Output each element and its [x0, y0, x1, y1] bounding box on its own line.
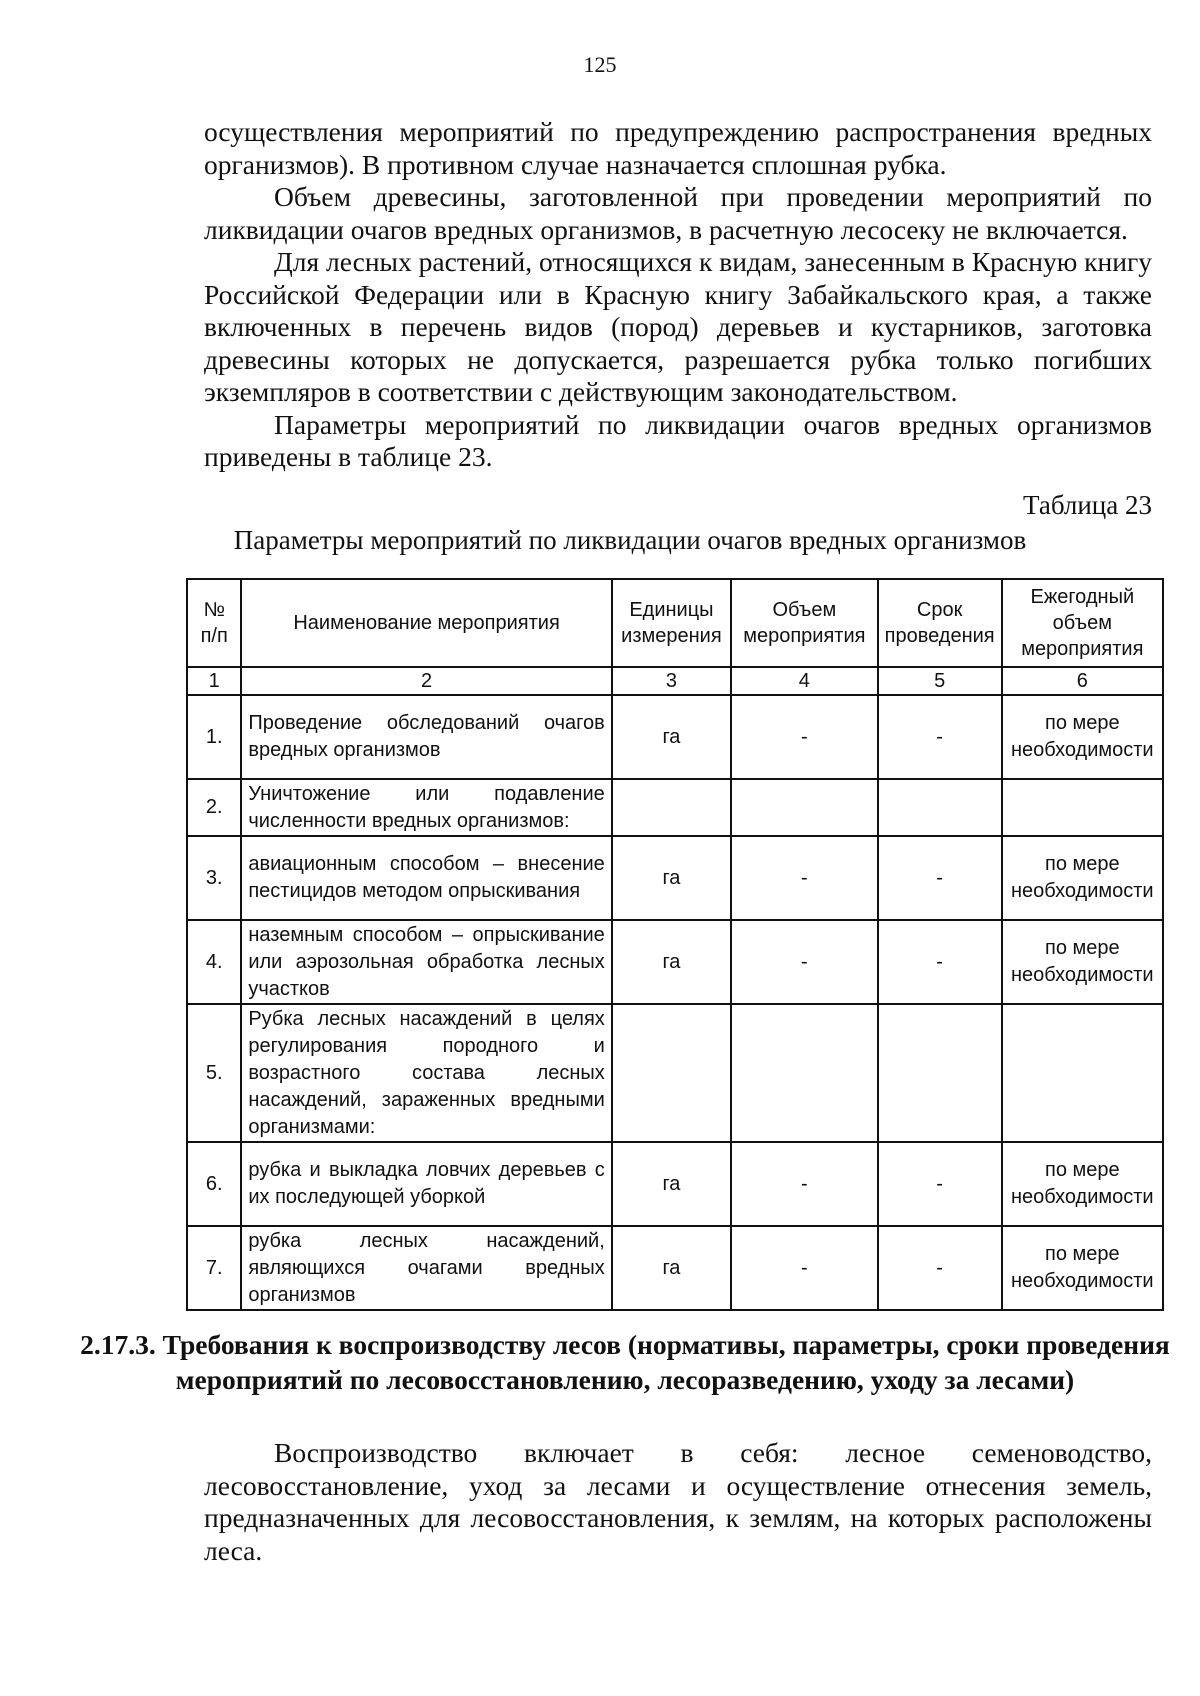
- row-name: рубка лесных насаждений, являющихся очагами вредных организмов: [241, 1226, 611, 1310]
- closing-paragraph: Воспроизводство включает в себя: лесное семеноводство, лесовосстановление, уход за лесами и осуществление отнесения земель, предназначенных для лесовосстановления, к землям, на которых расположены леса.: [204, 1437, 1152, 1566]
- row-volume: -: [731, 920, 878, 1004]
- row-unit: га: [612, 836, 731, 920]
- header-term: Срок проведения: [878, 579, 1002, 667]
- row-number: 5.: [187, 1004, 241, 1142]
- header-unit: Единицы измерения: [612, 579, 731, 667]
- table-caption-title: Параметры мероприятий по ликвидации очагов вредных организмов: [233, 525, 1027, 555]
- header-name: Наименование мероприятия: [241, 579, 611, 667]
- parameters-table: [186, 578, 1164, 1311]
- paragraph-1: осуществления мероприятий по предупреждению распространения вредных организмов). В противном случае назначается сплошная рубка.: [204, 116, 1152, 180]
- row-volume: [731, 1004, 878, 1142]
- row-annual: по мере необходимости: [1002, 695, 1163, 779]
- row-annual: по мере необходимости: [1002, 920, 1163, 1004]
- column-number: 5: [878, 667, 1002, 695]
- table-row: [187, 836, 1163, 920]
- column-number: 4: [731, 667, 878, 695]
- row-number: 1.: [187, 695, 241, 779]
- row-unit: га: [612, 920, 731, 1004]
- row-term: -: [878, 920, 1002, 1004]
- row-name: авиационным способом – внесение пестицидов методом опрыскивания: [241, 836, 611, 920]
- column-number: 1: [187, 667, 241, 695]
- intro-text: [204, 116, 1152, 474]
- table-caption-number: Таблица 23: [1023, 490, 1152, 520]
- row-name: Проведение обследований очагов вредных организмов: [241, 695, 611, 779]
- column-number: 6: [1002, 667, 1163, 695]
- row-term: -: [878, 836, 1002, 920]
- row-unit: га: [612, 1226, 731, 1310]
- row-number: 6.: [187, 1142, 241, 1226]
- paragraph-4: Параметры мероприятий по ликвидации очагов вредных организмов приведены в таблице 23.: [204, 408, 1152, 472]
- closing-text: [204, 1437, 1152, 1567]
- section-heading: 2.17.3. Требования к воспроизводству лесов (нормативы, параметры, сроки проведения мероприятий по лесовосстановлению, лесоразведению, уходу за лесами): [80, 1329, 1170, 1395]
- row-name: рубка и выкладка ловчих деревьев с их последующей уборкой: [241, 1142, 611, 1226]
- paragraph-2: Объем древесины, заготовленной при проведении мероприятий по ликвидации очагов вредных организмов, в расчетную лесосеку не включается.: [204, 181, 1152, 245]
- row-annual: [1002, 779, 1163, 836]
- header-volume: Объем мероприятия: [731, 579, 878, 667]
- row-term: [878, 1004, 1002, 1142]
- row-unit: га: [612, 695, 731, 779]
- row-annual: по мере необходимости: [1002, 1142, 1163, 1226]
- row-annual: [1002, 1004, 1163, 1142]
- row-term: -: [878, 695, 1002, 779]
- column-number: 2: [241, 667, 611, 695]
- row-name: Рубка лесных насаждений в целях регулирования породного и возрастного состава лесных насаждений, зараженных вредными организмами:: [241, 1004, 611, 1142]
- row-term: [878, 779, 1002, 836]
- row-number: 2.: [187, 779, 241, 836]
- row-unit: [612, 1004, 731, 1142]
- table-row: [187, 1004, 1163, 1142]
- row-volume: [731, 779, 878, 836]
- row-name: Уничтожение или подавление численности вредных организмов:: [241, 779, 611, 836]
- table-row: [187, 779, 1163, 836]
- row-volume: -: [731, 836, 878, 920]
- table-row: [187, 695, 1163, 779]
- row-volume: -: [731, 1142, 878, 1226]
- column-number-row: [187, 667, 1163, 695]
- row-number: 4.: [187, 920, 241, 1004]
- row-term: -: [878, 1226, 1002, 1310]
- row-number: 7.: [187, 1226, 241, 1310]
- table-header-row: [187, 579, 1163, 667]
- row-term: -: [878, 1142, 1002, 1226]
- table-row: [187, 1142, 1163, 1226]
- row-annual: по мере необходимости: [1002, 1226, 1163, 1310]
- header-number: № п/п: [187, 579, 241, 667]
- table-row: [187, 920, 1163, 1004]
- row-volume: -: [731, 695, 878, 779]
- row-unit: га: [612, 1142, 731, 1226]
- row-number: 3.: [187, 836, 241, 920]
- header-annual: Ежегодный объем мероприятия: [1002, 579, 1163, 667]
- row-annual: по мере необходимости: [1002, 836, 1163, 920]
- row-name: наземным способом – опрыскивание или аэрозольная обработка лесных участков: [241, 920, 611, 1004]
- row-volume: -: [731, 1226, 878, 1310]
- paragraph-3: Для лесных растений, относящихся к видам, занесенным в Красную книгу Российской Федерации или в Красную книгу Забайкальского края, а также включенных в перечень видов (пород) деревьев и кустарников, заготовка древесины которых не допускается, разрешается рубка только погибших экземпляров в соответствии с действующим законодательством.: [204, 246, 1152, 407]
- row-unit: [612, 779, 731, 836]
- table-row: [187, 1226, 1163, 1310]
- page-number: 125: [583, 52, 617, 77]
- column-number: 3: [612, 667, 731, 695]
